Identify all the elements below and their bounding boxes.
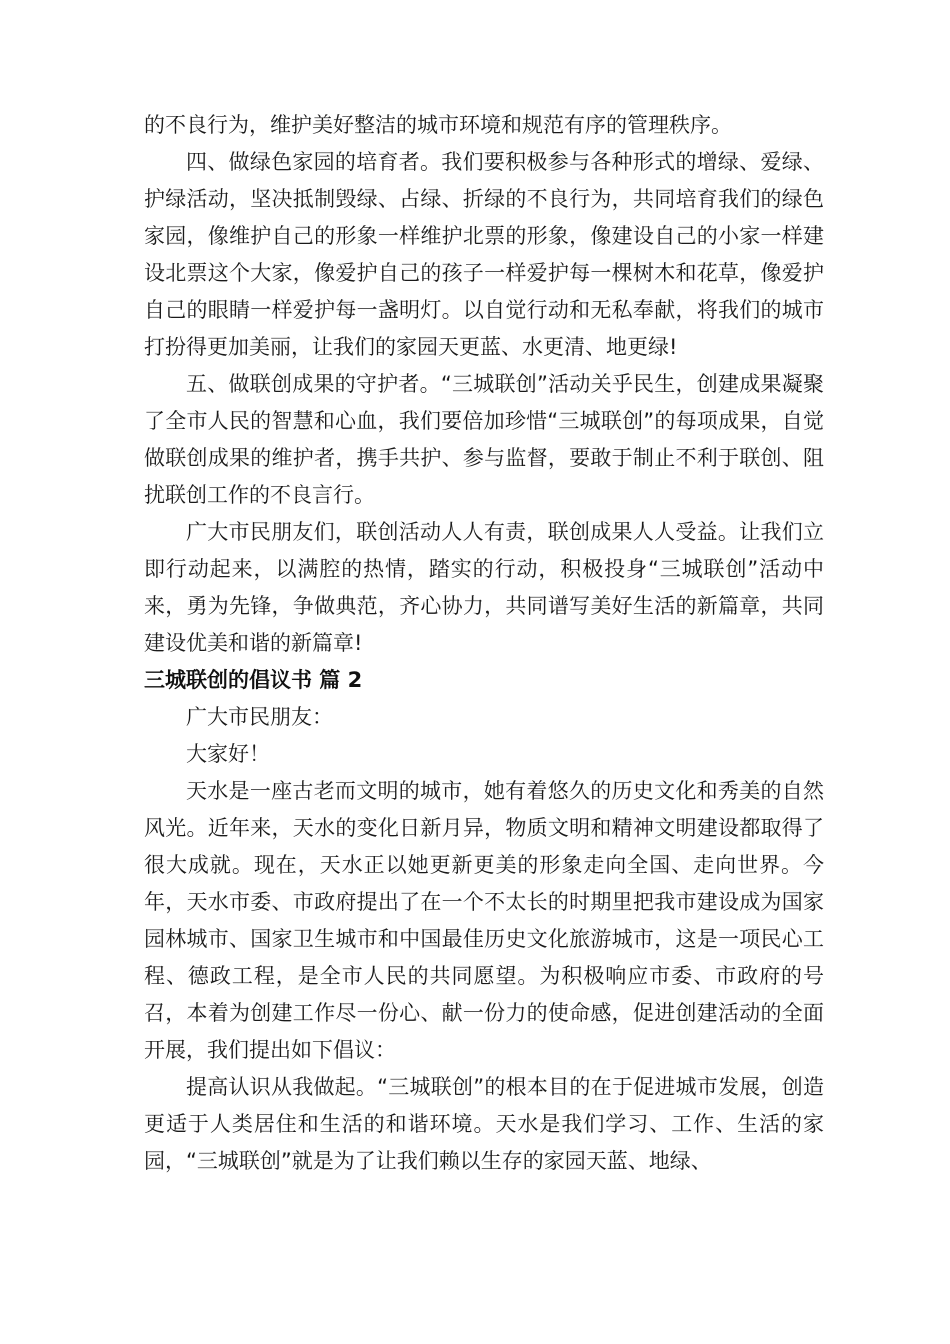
section-heading: 三城联创的倡议书 篇 2 [144,668,363,692]
paragraph-item-five: 五、做联创成果的守护者。“三城联创”活动关乎民生，创建成果凝聚了全市人民的智慧和心血，我们要倍加珍惜“三城联创”的每项成果，自觉做联创成果的维护者，携手共护、参与监督，要敢于制止不利于联创、阻扰联创工作的不良言行。 [144,372,824,507]
paragraph-closing: 广大市民朋友们，联创活动人人有责，联创成果人人受益。让我们立即行动起来，以满腔的热情，踏实的行动，积极投身“三城联创”活动中来，勇为先锋，争做典范，齐心协力，共同谱写美好生活的新篇章，共同建设优美和谐的新篇章! [144,520,824,655]
greeting: 广大市民朋友： [186,705,333,729]
paragraph-proposal-one: 提高认识从我做起。“三城联创”的根本目的在于促进城市发展，创造更适于人类居住和生活的和谐环境。天水是我们学习、工作、生活的家园，“三城联创”就是为了让我们赖以生存的家园天蓝、地绿、 [144,1075,824,1173]
paragraph-continuation: 的不良行为，维护美好整洁的城市环境和规范有序的管理秩序。 [144,113,732,137]
paragraph-item-four: 四、做绿色家园的培育者。我们要积极参与各种形式的增绿、爱绿、护绿活动，坚决抵制毁绿、占绿、折绿的不良行为，共同培育我们的绿色家园，像维护自己的形象一样维护北票的形象，像建设自己的小家一样建设北票这个大家，像爱护自己的孩子一样爱护每一棵树木和花草，像爱护自己的眼睛一样爱护每一盏明灯。以自觉行动和无私奉献，将我们的城市打扮得更加美丽，让我们的家园天更蓝、水更清、地更绿! [144,150,824,359]
paragraph-intro: 天水是一座古老而文明的城市，她有着悠久的历史文化和秀美的自然风光。近年来，天水的变化日新月异，物质文明和精神文明建设都取得了很大成就。现在，天水正以她更新更美的形象走向全国、走向世界。今年，天水市委、市政府提出了在一个不太长的时期里把我市建设成为国家园林城市、国家卫生城市和中国最佳历史文化旅游城市，这是一项民心工程、德政工程，是全市人民的共同愿望。为积极响应市委、市政府的号召，本着为创建工作尽一份心、献一份力的使命感，促进创建活动的全面开展，我们提出如下倡议： [144,779,824,1062]
salutation: 大家好！ [186,742,270,766]
document-body [144,107,824,1180]
